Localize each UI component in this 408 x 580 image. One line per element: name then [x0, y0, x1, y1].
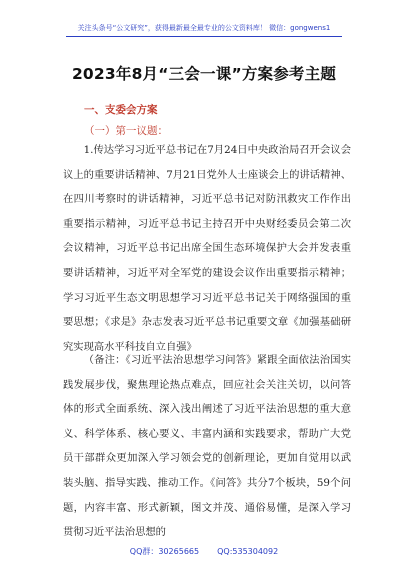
- subsection-heading: （一）第一议题：: [84, 125, 168, 137]
- footer-qq-group[interactable]: QQ群：30265665: [129, 547, 200, 556]
- footer-contact: [0, 547, 408, 557]
- body-paragraph-2: （备注：《习近平法治思想学习问答》紧跟全面依法治国实践发展步伐，聚焦理论热点难点，回应社会关注关切，以问答体的形式全面系统、深入浅出阐述了习近平法治思想的重大意义、科学体系、核心要义、丰富内涵和实践要求，帮助广大党员干部群众更加深入学习领会党的创新理论，更加自觉用以武装头脑、指导实践、推动工作。《问答》共分7个板块，59个问题，内容丰富、形式新颖，图文并茂、通俗易懂，是深入学习贯彻习近平法治思想的: [63, 354, 351, 539]
- body-paragraph-1: 1.传达学习习近平总书记在7月24日中央政治局召开会议会议上的重要讲话精神、7月21日党外人士座谈会上的讲话精神、在四川考察时的讲话精神，习近平总书记对防汛救灾工作作出重要指示精神，习近平总书记主持召开中央财经委员会第二次会议精神，习近平总书记出席全国生态环境保护大会并发表重要讲话精神，习近平对全军党的建设会议作出重要指示精神；学习习近平生态文明思想学习习近平总书记关于网络强国的重要思想；《求是》杂志发表习近平总书记重要文章《加强基础研究实现高水平科技自立自强》: [63, 144, 351, 353]
- header-divider: [66, 36, 342, 37]
- header-banner[interactable]: 关注头条号“公文研究”，获得最新最全最专业的公文资料库！ 微信：gongwens1: [77, 24, 331, 32]
- section-heading: 一、支委会方案: [84, 104, 158, 116]
- page-title: 2023年8月“三会一课”方案参考主题: [71, 65, 337, 83]
- footer-qq-number[interactable]: QQ:535304092: [217, 547, 279, 556]
